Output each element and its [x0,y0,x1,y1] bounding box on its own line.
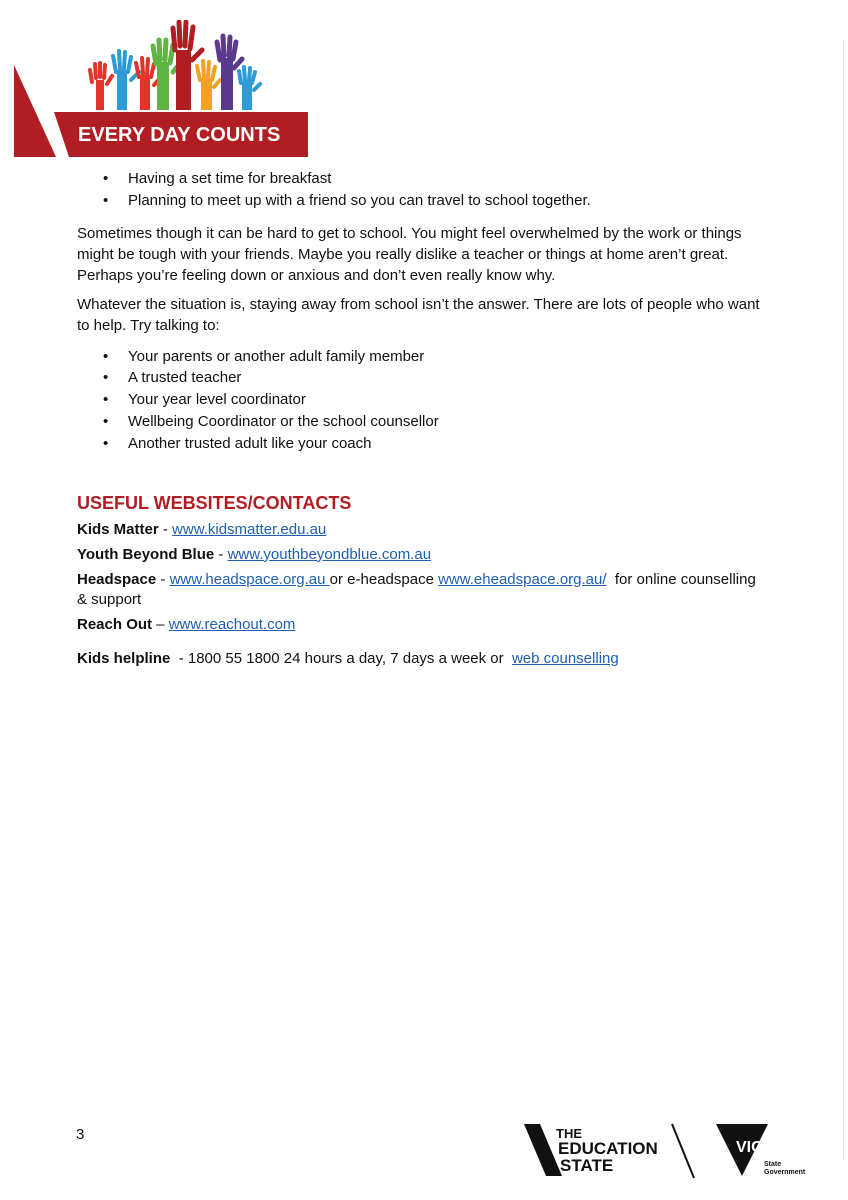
paragraph: Sometimes though it can be hard to get to school. You might feel overwhelmed by the work or things might be tough with your friends. Maybe you really dislike a teacher or things at home aren’t great. Perhaps you’re feeling down or anxious and don’t even really know why. [77,224,742,284]
list-item: • Having a set time for breakfast [103,170,332,187]
youthbeyondblue-link[interactable]: www.youthbeyondblue.com.au [227,545,432,563]
contact-kids-matter: Kids Matter - www.kidsmatter.edu.au [77,520,327,538]
contact-name: Kids Matter [77,520,159,538]
list-item: • Wellbeing Coordinator or the school counsellor [103,412,439,430]
talk-to-list [77,346,767,455]
contact-youth-beyond-blue: Youth Beyond Blue - www.youthbeyondblue.com.au [77,545,432,563]
svg-text:State: State [764,1161,782,1168]
paragraph: Whatever the situation is, staying away from school isn’t the answer. There are lots of people who want to help. Try talking to: [77,295,760,334]
logo-text: EVERY DAY COUNTS [78,124,281,146]
education-state-logo [522,1120,698,1180]
page-number: 3 [76,1126,85,1143]
eheadspace-link[interactable]: www.eheadspace.org.au/ [438,570,607,588]
svg-text:THE: THE [556,1126,582,1141]
list-item: • A trusted teacher [103,369,242,387]
svg-text:Government: Government [764,1169,806,1176]
contact-name: Reach Out [77,615,153,633]
contact-kids-helpline: Kids helpline - 1800 55 1800 24 hours a day, 7 days a week or web counselling [77,649,619,667]
list-item: • Planning to meet up with a friend so you can travel to school together. [103,191,591,209]
list-item: • Another trusted adult like your coach [103,434,372,452]
page-edge [843,40,844,1160]
svg-text:STATE: STATE [560,1156,614,1175]
main-content [77,168,767,669]
tips-list [77,168,767,212]
svg-text:EDUCATION: EDUCATION [558,1139,658,1158]
every-day-counts-logo [14,20,310,158]
list-item: • Your parents or another adult family member [103,347,425,365]
headspace-link[interactable]: www.headspace.org.au [169,570,330,588]
contact-name: Youth Beyond Blue [77,545,215,563]
raised-hands-icon [90,22,260,110]
contact-headspace: Headspace - www.headspace.org.au or e-headspace www.eheadspace.org.au/ for online counselling & support [77,570,760,608]
victoria-state-government-logo [716,1120,820,1180]
kidsmatter-link[interactable]: www.kidsmatter.edu.au [172,520,327,538]
section-heading: USEFUL WEBSITES/CONTACTS [77,492,352,513]
contact-name: Headspace [77,570,157,588]
reachout-link[interactable]: www.reachout.com [168,615,296,633]
svg-text:VICTORIA: VICTORIA [736,1139,813,1156]
list-item: • Your year level coordinator [103,391,306,409]
contact-name: Kids helpline [77,649,171,667]
web-counselling-link[interactable]: web counselling [511,649,619,667]
contact-reach-out: Reach Out – www.reachout.com [77,615,296,633]
